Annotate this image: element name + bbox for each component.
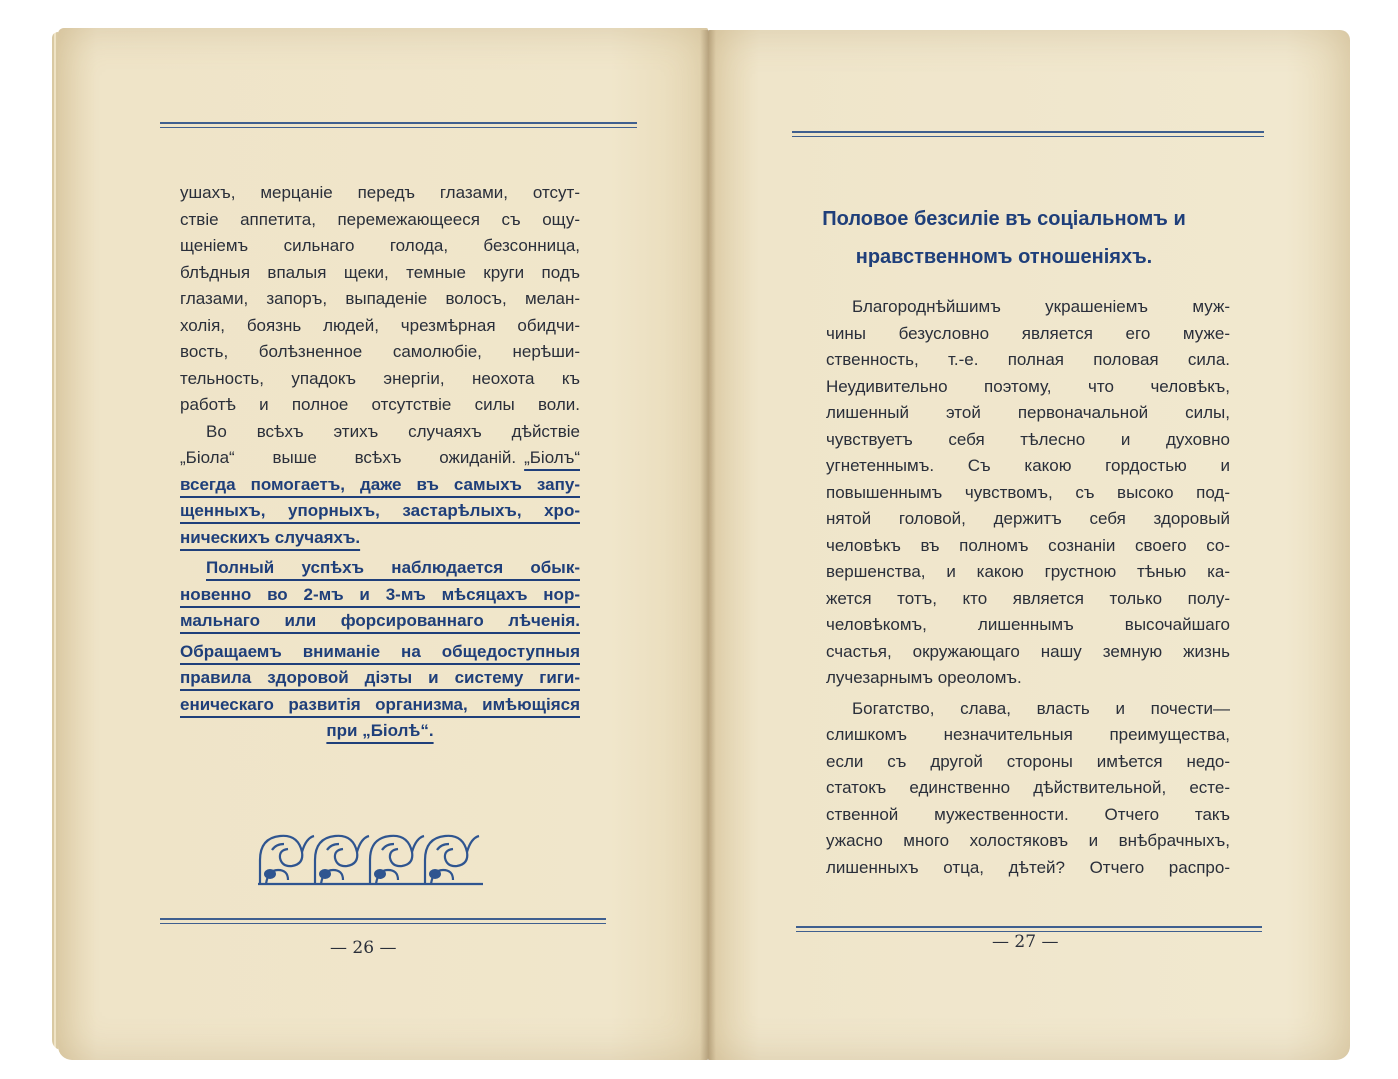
art-nouveau-floral-ornament	[258, 830, 483, 886]
left-page-number: — 26 —	[330, 938, 397, 958]
highlighted-line: щенныхъ, упорныхъ, застарѣлыхъ, хро-	[180, 501, 580, 520]
text-line: тельность, упадокъ энергіи, неохота къ	[180, 368, 580, 388]
heading-line-2: нравственномъ отношеніяхъ.	[855, 246, 1153, 268]
highlighted-line: новенно во 2-мъ и 3-мъ мѣсяцахъ нор-	[180, 584, 580, 604]
book-gutter	[700, 30, 716, 1060]
right-page-number: — 27 —	[992, 932, 1059, 952]
right-paragraph-2	[826, 696, 1230, 882]
text-line: Во всѣхъ этихъ случаяхъ дѣйствіе	[206, 421, 580, 441]
text-line: лишенный этой первоначальной силы,	[826, 403, 1230, 422]
right-top-rule	[792, 131, 1264, 133]
text-line: лишенныхъ отца, дѣтей? Отчего распро-	[826, 857, 1230, 877]
text-line: человѣкомъ, лишеннымъ высочайшаго	[826, 615, 1230, 634]
text-line: Неудивительно поэтому, что человѣкъ,	[826, 376, 1230, 396]
text-line: ушахъ, мерцаніе передъ глазами, отсут-	[180, 183, 580, 202]
highlighted-line: при „Біолѣ“.	[326, 721, 434, 740]
left-bottom-rule	[160, 918, 606, 920]
left-page-text	[180, 180, 580, 745]
text-line: работѣ и полное отсутствіе силы воли.	[180, 395, 580, 414]
highlighted-fragment: „Біолъ“	[524, 448, 580, 467]
left-paragraph-3	[180, 555, 580, 635]
highlighted-line: Полный успѣхъ наблюдается обык-	[206, 558, 580, 577]
right-page-text	[826, 294, 1230, 881]
left-top-rule	[160, 122, 637, 124]
text-line: ствіе аппетита, перемежающееся съ ощу-	[180, 209, 580, 229]
left-paragraph-1	[180, 180, 580, 419]
text-line: ственность, т.-е. полная половая сила.	[826, 350, 1230, 369]
text-line: ужасно много холостяковъ и внѣбрачныхъ,	[826, 831, 1230, 850]
text-line: счастья, окружающаго нашу земную жизнь	[826, 641, 1230, 661]
text-line: если съ другой стороны имѣется недо-	[826, 751, 1230, 771]
right-bottom-rule	[796, 926, 1262, 928]
text-fragment: „Біола“ выше всѣхъ ожиданій.	[180, 448, 517, 467]
highlighted-line: Обращаемъ вниманіе на общедоступныя	[180, 641, 580, 661]
highlighted-line: ническихъ случаяхъ.	[180, 527, 361, 547]
text-line: лучезарнымъ ореоломъ.	[826, 668, 1022, 687]
text-line: блѣдныя впалыя щеки, темные круги подъ	[180, 262, 580, 282]
text-line: щеніемъ сильнаго голода, безсонница,	[180, 236, 580, 255]
text-line: глазами, запоръ, выпаденіе волосъ, мелан-	[180, 289, 580, 308]
text-line: холія, боязнь людей, чрезмѣрная обидчи-	[180, 315, 580, 335]
text-line: повышеннымъ чувствомъ, съ высоко под-	[826, 482, 1230, 502]
section-heading	[792, 200, 1216, 276]
text-line	[180, 445, 580, 472]
text-line: чины безусловно является его муже-	[826, 323, 1230, 343]
highlighted-line: правила здоровой діэты и систему гиги-	[180, 668, 580, 687]
text-line: жется тотъ, кто является только полу-	[826, 588, 1230, 608]
highlighted-line: еническаго развитія организма, имѣющіяся	[180, 694, 580, 714]
left-paragraph-2	[180, 419, 580, 552]
text-line: человѣкъ въ полномъ сознаніи своего со-	[826, 535, 1230, 555]
left-paragraph-4	[180, 639, 580, 745]
highlighted-line: всегда помогаетъ, даже въ самыхъ запу-	[180, 474, 580, 494]
text-line: статокъ единственно дѣйствительной, есте-	[826, 778, 1230, 797]
highlighted-line: мальнаго или форсированнаго лѣченія.	[180, 611, 580, 630]
text-line: чувствуетъ себя тѣлесно и духовно	[826, 429, 1230, 449]
text-line: угнетеннымъ. Съ какою гордостью и	[826, 456, 1230, 475]
text-line: ственной мужественности. Отчего такъ	[826, 804, 1230, 824]
text-line: Богатство, слава, власть и почести—	[852, 698, 1230, 718]
heading-line-1: Половое безсиліе въ соціальномъ и	[822, 208, 1186, 230]
text-line: слишкомъ незначительныя преимущества,	[826, 725, 1230, 744]
right-paragraph-1	[826, 294, 1230, 692]
text-line: нятой головой, держитъ себя здоровый	[826, 509, 1230, 528]
text-line: вершенства, и какою грустною тѣнью ка-	[826, 562, 1230, 581]
text-line: Благороднѣйшимъ украшеніемъ муж-	[852, 297, 1230, 316]
text-line: вость, болѣзненное самолюбіе, нерѣши-	[180, 342, 580, 361]
